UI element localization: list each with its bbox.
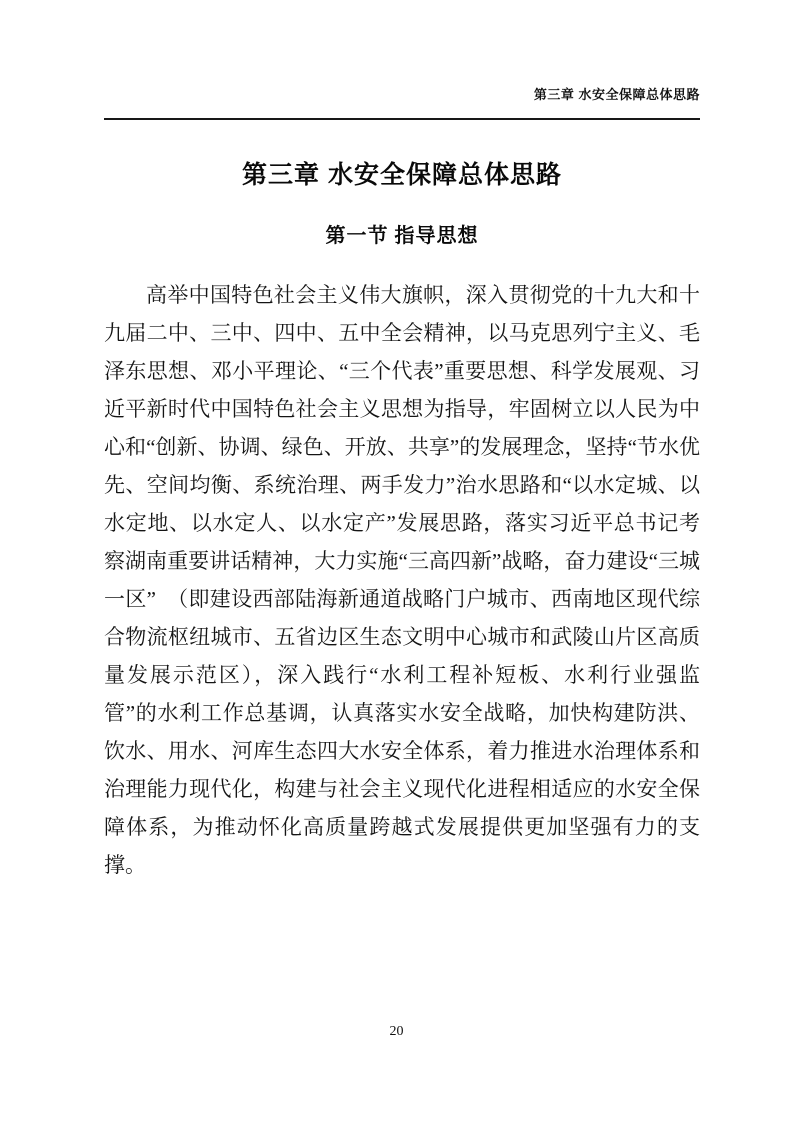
page-number: 20: [389, 1024, 404, 1039]
running-header: [104, 86, 700, 104]
section-title: 第一节 指导思想: [325, 225, 479, 247]
header-rule: [104, 118, 700, 120]
page-footer: [0, 1024, 793, 1040]
running-header-text: 第三章 水安全保障总体思路: [533, 87, 700, 102]
body-paragraph: 高举中国特色社会主义伟大旗帜，深入贯彻党的十九大和十九届二中、三中、四中、五中全会精神，以马克思列宁主义、毛泽东思想、邓小平理论、“三个代表”重要思想、科学发展观、习近平新时代中国特色社会主义思想为指导，牢固树立以人民为中心和“创新、协调、绿色、开放、共享”的发展理念，坚持“节水优先、空间均衡、系统治理、两手发力”治水思路和“以水定城、以水定地、以水定人、以水定产”发展思路，落实习近平总书记考察湖南重要讲话精神，大力实施“三高四新”战略，奋力建设“三城一区” （即建设西部陆海新通道战略门户城市、西南地区现代综合物流枢纽城市、五省边区生态文明中心城市和武陵山片区高质量发展示范区），深入践行“水利工程补短板、水利行业强监管”的水利工作总基调，认真落实水安全战略，加快构建防洪、饮水、用水、河库生态四大水安全体系，着力推进水治理体系和治理能力现代化，构建与社会主义现代化进程相适应的水安全保障体系，为推动怀化高质量跨越式发展提供更加坚强有力的支撑。: [104, 283, 700, 877]
chapter-title: 第三章 水安全保障总体思路: [242, 161, 562, 189]
